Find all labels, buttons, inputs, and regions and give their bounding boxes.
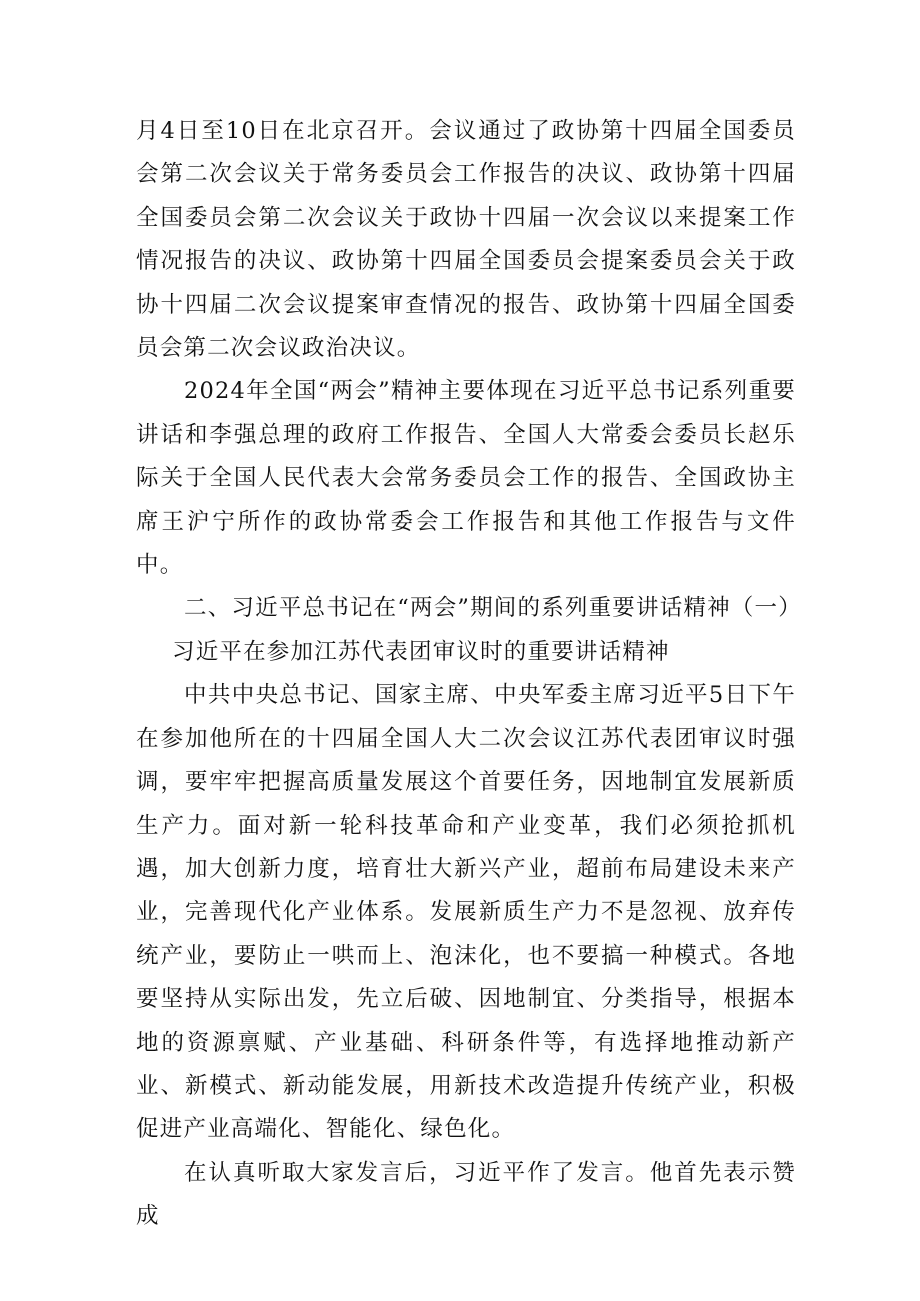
paragraph-meeting-resolutions: 月4日至10日在北京召开。会议通过了政协第十四届全国委员会第二次会议关于常务委员会工作报告的决议、政协第十四届全国委员会第二次会议关于政协十四届一次会议以来提案工作情况报告的决议、政协第十四届全国委员会提案委员会关于政协十四届二次会议提案审查情况的报告、政协第十四届全国委员会第二次会议政治决议。 (136, 118, 796, 362)
subsection-heading: 习近平在参加江苏代表团审议时的重要讲话精神 (172, 638, 670, 665)
paragraph-speech-intro: 在认真听取大家发言后，习近平作了发言。他首先表示赞成 (136, 1159, 796, 1230)
paragraph-jiangsu-delegation: 中共中央总书记、国家主席、中央军委主席习近平5日下午在参加他所在的十四届全国人大二次会议江苏代表团审议时强调，要牢牢把握高质量发展这个首要任务，因地制宜发展新质生产力。面对新一轮科技革命和产业变革，我们必须抢抓机遇，加大创新力度，培育壮大新兴产业，超前布局建设未来产业，完善现代化产业体系。发展新质生产力不是忽视、放弃传统产业，要防止一哄而上、泡沫化，也不要搞一种模式。各地要坚持从实际出发，先立后破、因地制宜、分类指导，根据本地的资源禀赋、产业基础、科研条件等，有选择地推动新产业、新模式、新动能发展，用新技术改造提升传统产业，积极促进产业高端化、智能化、绿色化。 (136, 682, 796, 1143)
paragraph-two-sessions-spirit: 2024年全国“两会”精神主要体现在习近平总书记系列重要讲话和李强总理的政府工作报告、全国人大常委会委员长赵乐际关于全国人民代表大会常务委员会工作的报告、全国政协主席王沪宁所作的政协常委会工作报告和其他工作报告与文件中。 (136, 378, 796, 579)
document-body (136, 110, 802, 1239)
section-heading: 二、习近平总书记在“两会”期间的系列重要讲话精神（一） (184, 595, 802, 622)
